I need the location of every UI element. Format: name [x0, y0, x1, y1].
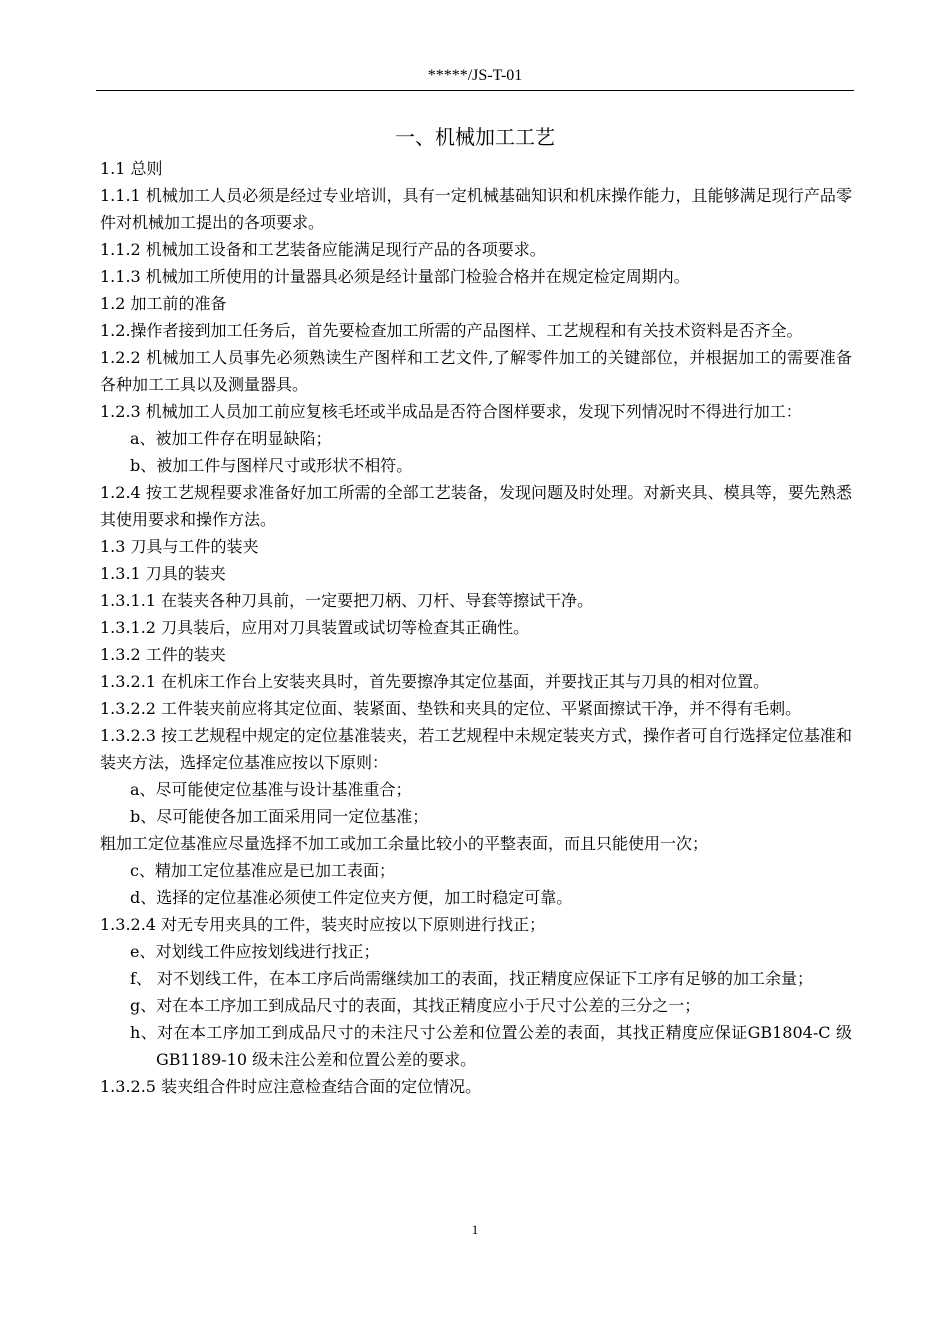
document-body — [100, 155, 852, 1100]
document-code-header: *****/JS-T-01 — [427, 67, 523, 84]
list-item: a、被加工件存在明显缺陷； — [130, 429, 332, 448]
subsection-heading: 1.3.2 工件的装夹 — [100, 645, 226, 664]
paragraph: 1.3.2.2 工件装夹前应将其定位面、装紧面、垫铁和夹具的定位、平紧面擦试干净，并不得有毛刺。 — [100, 699, 802, 718]
page-title: 一、机械加工工艺 — [395, 125, 555, 149]
paragraph: 1.1.2 机械加工设备和工艺装备应能满足现行产品的各项要求。 — [100, 240, 546, 259]
list-item: c、精加工定位基准应是已加工表面； — [130, 861, 395, 880]
list-item: a、尽可能使定位基准与设计基准重合； — [130, 780, 412, 799]
header-rule — [96, 90, 854, 91]
list-item: b、尽可能使各加工面采用同一定位基准； — [130, 807, 429, 826]
list-item: b、被加工件与图样尺寸或形状不相符。 — [130, 456, 413, 475]
paragraph: 1.3.1.2 刀具装后，应用对刀具装置或试切等检查其正确性。 — [100, 618, 530, 637]
paragraph: 1.3.2.3 按工艺规程中规定的定位基准装夹，若工艺规程中未规定装夹方式，操作者可自行选择定位基准和装夹方法，选择定位基准应按以下原则： — [100, 726, 852, 772]
subsection-heading: 1.3.1 刀具的装夹 — [100, 564, 226, 583]
paragraph: 粗加工定位基准应尽量选择不加工或加工余量比较小的平整表面，而且只能使用一次； — [100, 834, 709, 853]
list-item: f、 对不划线工件，在本工序后尚需继续加工的表面，找正精度应保证下工序有足够的加工余量； — [130, 969, 814, 988]
paragraph: 1.3.1.1 在装夹各种刀具前，一定要把刀柄、刀杆、导套等擦试干净。 — [100, 591, 594, 610]
section-heading: 1.3 刀具与工件的装夹 — [100, 537, 259, 556]
list-item: g、对在本工序加工到成品尺寸的表面，其找正精度应小于尺寸公差的三分之一； — [130, 996, 701, 1015]
page-number: 1 — [471, 1222, 479, 1237]
paragraph: 1.3.2.4 对无专用夹具的工件，装夹时应按以下原则进行找正； — [100, 915, 546, 934]
paragraph: 1.2.操作者接到加工任务后，首先要检查加工所需的产品图样、工艺规程和有关技术资料是否齐全。 — [100, 321, 803, 340]
section-heading: 1.2 加工前的准备 — [100, 294, 227, 313]
paragraph: 1.2.4 按工艺规程要求准备好加工所需的全部工艺装备，发现问题及时处理。对新夹具、模具等，要先熟悉其使用要求和操作方法。 — [100, 483, 852, 529]
list-item: d、选择的定位基准必须使工件定位夹方便，加工时稳定可靠。 — [130, 888, 573, 907]
section-heading: 1.1 总则 — [100, 159, 163, 178]
paragraph: 1.2.2 机械加工人员事先必须熟读生产图样和工艺文件,了解零件加工的关键部位，并根据加工的需要准备各种加工工具以及测量器具。 — [100, 348, 852, 394]
list-item: e、对划线工件应按划线进行找正； — [130, 942, 380, 961]
paragraph: 1.1.3 机械加工所使用的计量器具必须是经计量部门检验合格并在规定检定周期内。 — [100, 267, 690, 286]
list-item: h、对在本工序加工到成品尺寸的未注尺寸公差和位置公差的表面，其找正精度应保证GB1804-C 级 GB1189-10 级未注公差和位置公差的要求。 — [130, 1023, 852, 1069]
paragraph: 1.3.2.5 装夹组合件时应注意检查结合面的定位情况。 — [100, 1077, 482, 1096]
paragraph: 1.2.3 机械加工人员加工前应复核毛坯或半成品是否符合图样要求，发现下列情况时不得进行加工： — [100, 402, 802, 421]
paragraph: 1.1.1 机械加工人员必须是经过专业培训，具有一定机械基础知识和机床操作能力，且能够满足现行产品零件对机械加工提出的各项要求。 — [100, 186, 852, 232]
paragraph: 1.3.2.1 在机床工作台上安装夹具时，首先要擦净其定位基面，并要找正其与刀具的相对位置。 — [100, 672, 770, 691]
